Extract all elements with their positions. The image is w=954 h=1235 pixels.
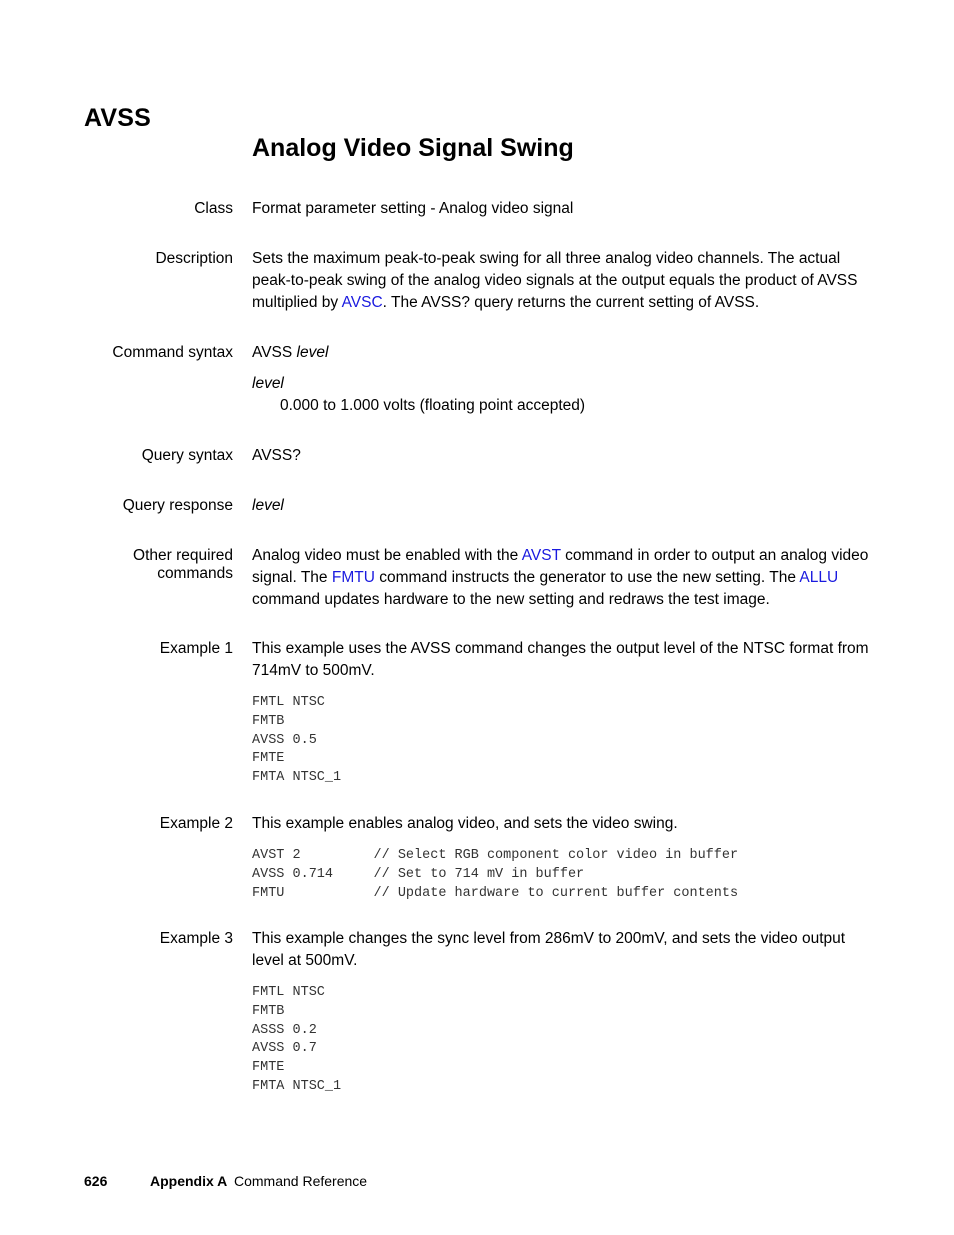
description-text-part: . The AVSS? query returns the current setting of AVSS. [382, 294, 760, 311]
description-text-part: Sets the maximum peak-to-peak swing for all three analog video channels. The actual peak-to-peak swing of the analog video signals at the output equals the product of AVSS multiplied by [252, 250, 858, 311]
syntax-param: level [296, 344, 329, 361]
param-description: 0.000 to 1.000 volts (floating point accepted) [280, 397, 586, 414]
command-syntax-value [252, 342, 872, 364]
footer-appendix: Appendix A [150, 1173, 228, 1189]
other-required-label-line: commands [157, 565, 233, 582]
other-required-label [53, 547, 233, 583]
other-required-label-line: Other required [133, 547, 233, 564]
example3-text: This example changes the sync level from 286mV to 200mV, and sets the video output level at 500mV. [252, 930, 846, 969]
link-fmtu[interactable]: FMTU [331, 569, 375, 586]
query-response-label: Query response [122, 497, 233, 514]
query-syntax-value: AVSS? [252, 447, 301, 464]
example1-code: FMTL NTSC FMTB AVSS 0.5 FMTE FMTA NTSC_1 [252, 695, 342, 786]
example3-code: FMTL NTSC FMTB ASSS 0.2 AVSS 0.7 FMTE FMTA NTSC_1 [252, 985, 342, 1094]
other-required-text [252, 545, 872, 611]
description-label: Description [155, 250, 233, 267]
class-label: Class [194, 200, 233, 217]
syntax-keyword: AVSS [252, 344, 293, 361]
link-allu[interactable]: ALLU [799, 569, 839, 586]
other-required-text-part: Analog video must be enabled with the [252, 547, 522, 564]
example2-text: This example enables analog video, and sets the video swing. [252, 815, 678, 832]
example2-label: Example 2 [159, 815, 233, 832]
footer-section: Command Reference [234, 1173, 368, 1189]
page-number: 626 [84, 1173, 108, 1189]
param-name: level [252, 375, 284, 392]
example3-label: Example 3 [159, 930, 233, 947]
other-required-text-part: command instructs the generator to use the new setting. The [374, 569, 800, 586]
other-required-text-part: command updates hardware to the new setting and redraws the test image. [252, 591, 770, 608]
command-title: AVSS [84, 104, 152, 132]
other-required-text-part: command in order to output an analog video signal. The [252, 547, 869, 586]
class-value: Format parameter setting - Analog video signal [252, 200, 574, 217]
example1-label: Example 1 [159, 640, 233, 657]
query-response-value: level [252, 497, 284, 514]
query-syntax-label: Query syntax [141, 447, 233, 464]
page-title: Analog Video Signal Swing [252, 134, 574, 162]
link-avsc[interactable]: AVSC [341, 294, 383, 311]
command-syntax-label: Command syntax [112, 344, 233, 361]
link-avst[interactable]: AVST [521, 547, 561, 564]
description-text [252, 248, 872, 314]
example2-code: AVST 2 // Select RGB component color video in buffer AVSS 0.714 // Set to 714 mV in buffer FMTU // Update hardware to current buffer contents [252, 848, 739, 901]
example1-text: This example uses the AVSS command changes the output level of the NTSC format from 714mV to 500mV. [252, 640, 869, 679]
